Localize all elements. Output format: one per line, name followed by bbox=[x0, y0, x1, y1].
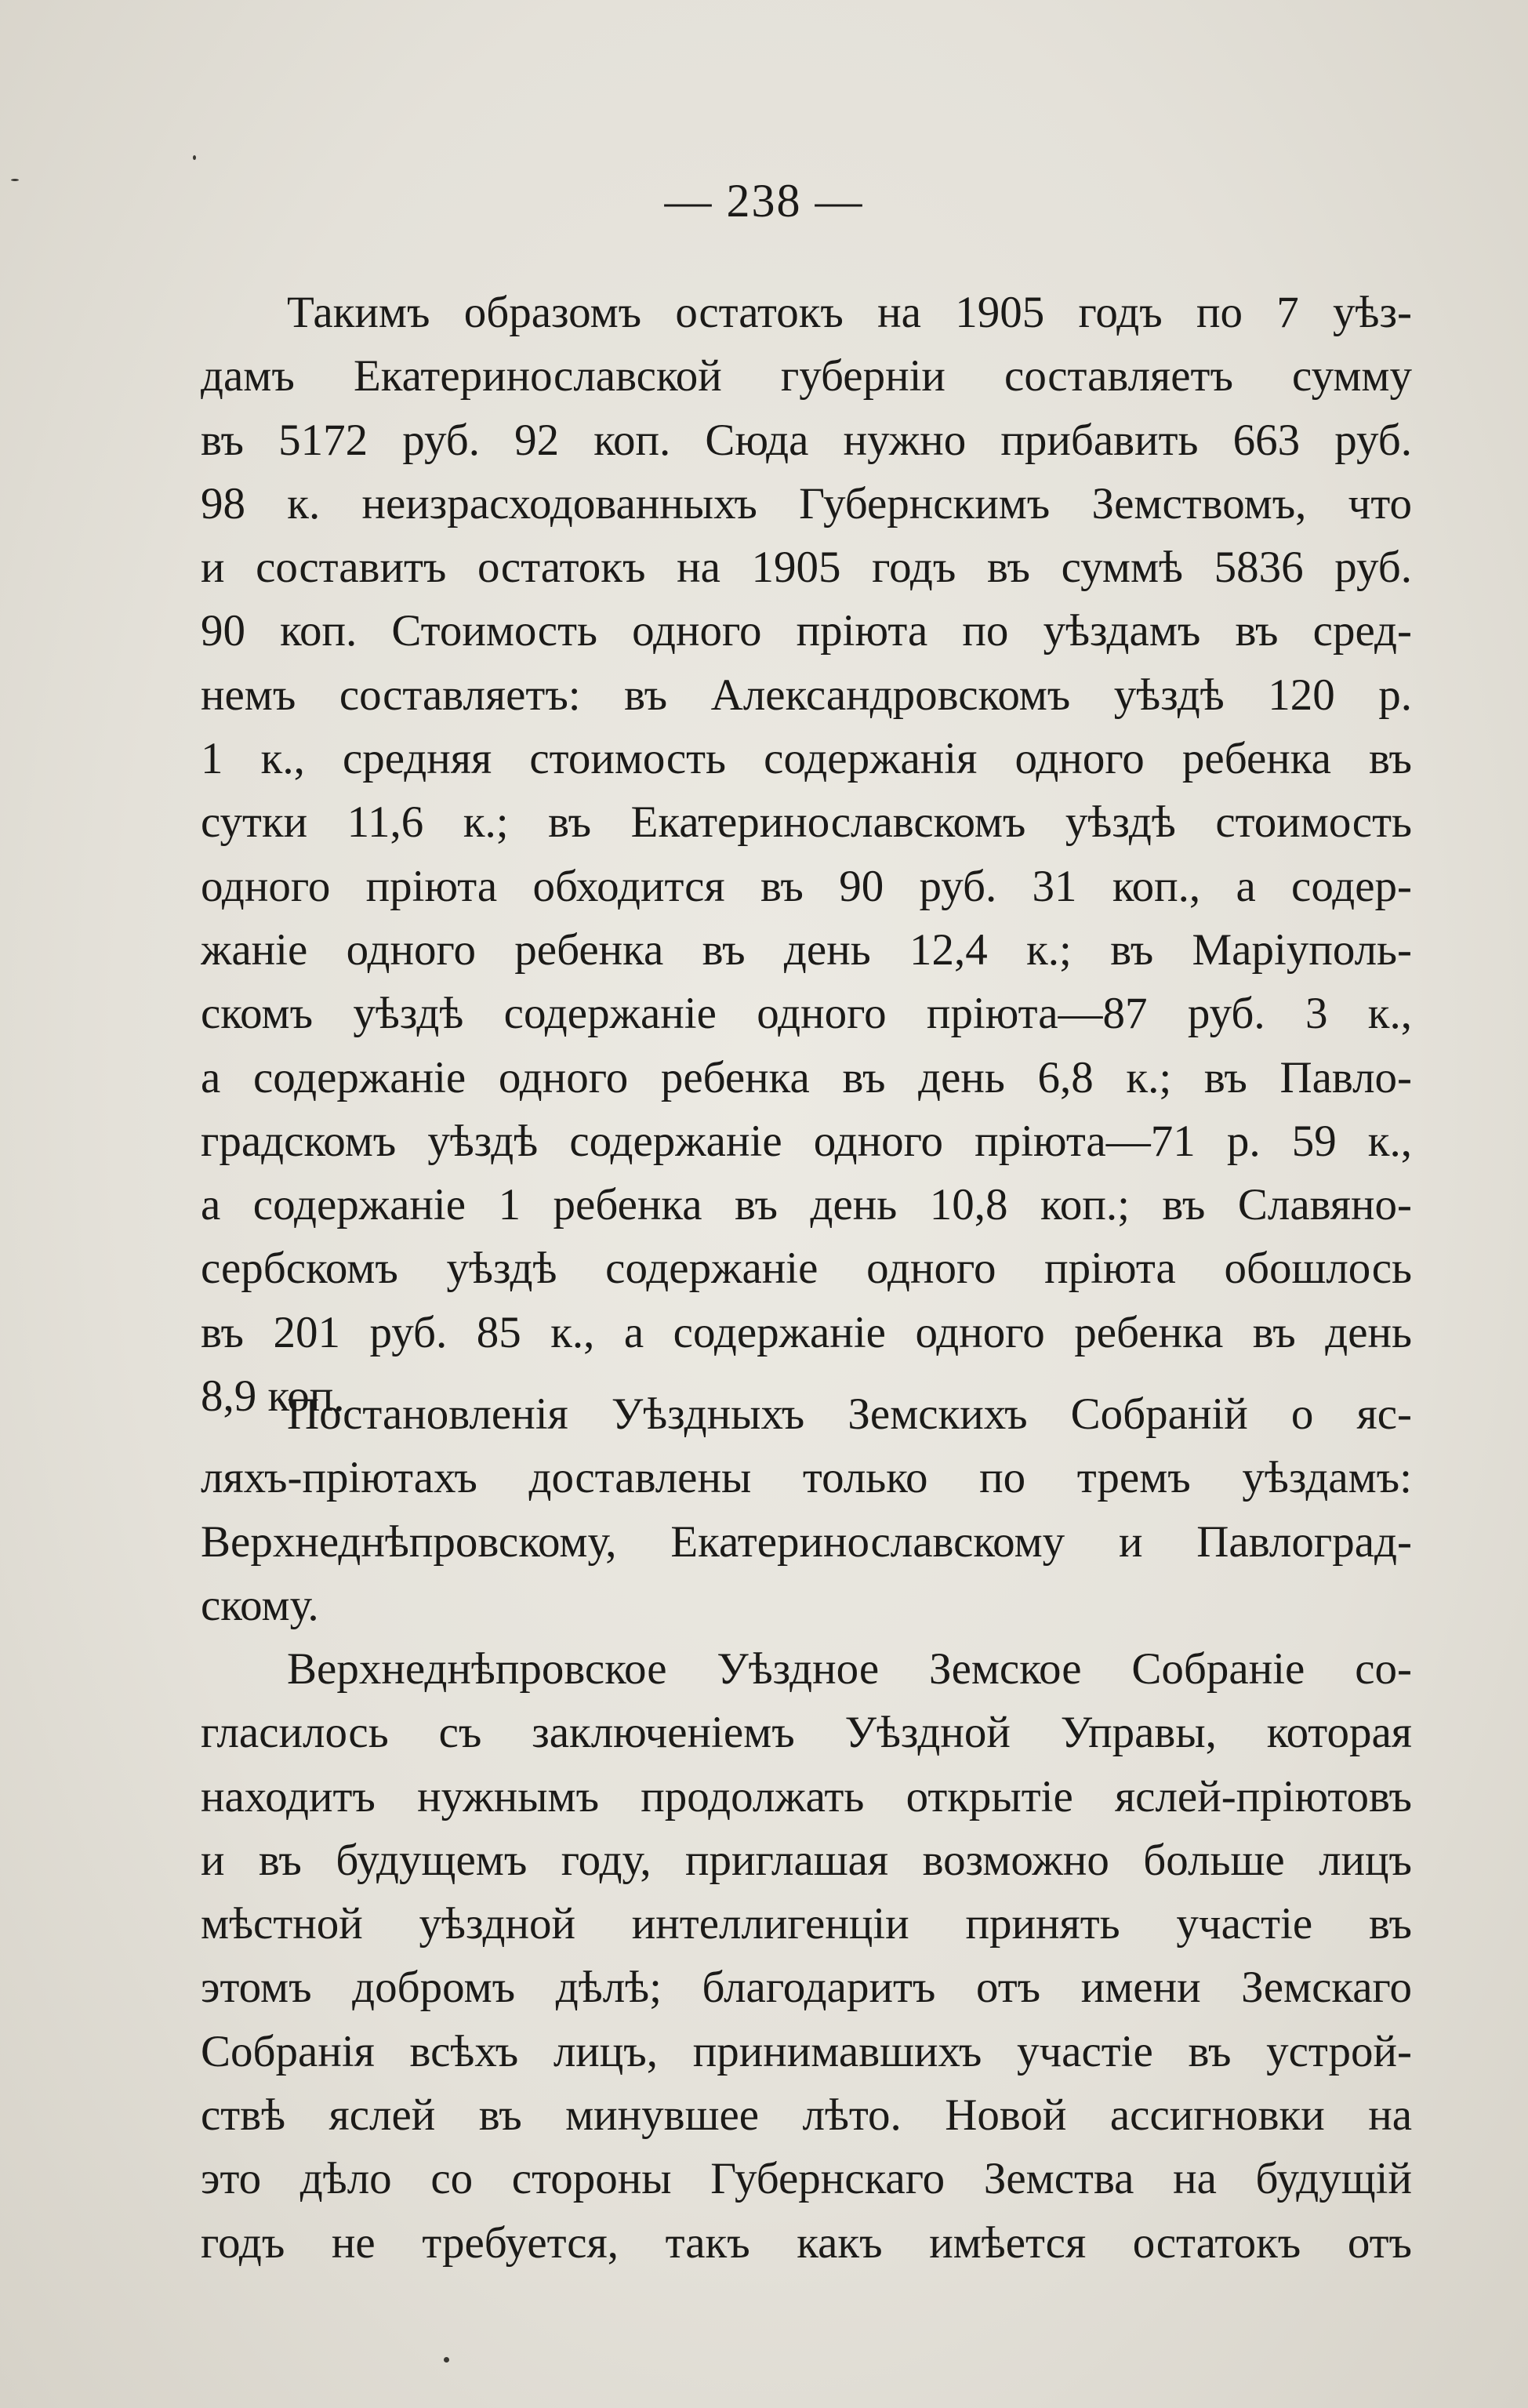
text-line: а содержаніе одного ребенка въ день 6,8 к.; въ Павло- bbox=[201, 1052, 1412, 1102]
text-line: 8,9 коп. bbox=[201, 1371, 345, 1422]
text-line: въ 5172 руб. 92 коп. Сюда нужно прибавить 663 руб. bbox=[201, 415, 1412, 465]
text-line: Такимъ образомъ остатокъ на 1905 годъ по 7 уѣз- bbox=[287, 288, 1412, 337]
text-line: этомъ добромъ дѣлѣ; благодаритъ отъ имени Земскаго bbox=[201, 1963, 1412, 2013]
print-speck bbox=[11, 179, 19, 181]
text-line: ляхъ-пріютахъ доставлены только по тремъ уѣздамъ: bbox=[201, 1453, 1412, 1503]
text-line: годъ не требуется, такъ какъ имѣется остатокъ отъ bbox=[201, 2217, 1412, 2268]
text-line: градскомъ уѣздѣ содержаніе одного пріюта—71 р. 59 к., bbox=[201, 1116, 1412, 1166]
paragraph-2 bbox=[201, 1382, 1412, 1637]
text-line: дамъ Екатеринославской губерніи составляетъ сумму bbox=[201, 351, 1412, 401]
text-line: сутки 11,6 к.; въ Екатеринославскомъ уѣздѣ стоимость bbox=[201, 797, 1412, 848]
paragraph-3 bbox=[201, 1637, 1412, 2275]
print-speck bbox=[444, 2357, 449, 2363]
text-line: жаніе одного ребенка въ день 12,4 к.; въ Маріуполь- bbox=[201, 924, 1412, 975]
text-line: и въ будущемъ году, приглашая возможно больше лицъ bbox=[201, 1835, 1412, 1885]
print-speck bbox=[193, 155, 196, 160]
text-line: одного пріюта обходится въ 90 руб. 31 коп., а содер- bbox=[201, 861, 1412, 911]
text-line: Верхнеднѣпровское Уѣздное Земское Собраніе со- bbox=[287, 1644, 1412, 1694]
text-line: въ 201 руб. 85 к., а содержаніе одного ребенка въ день bbox=[201, 1307, 1412, 1357]
text-line: а содержаніе 1 ребенка въ день 10,8 коп.; въ Славяно- bbox=[201, 1180, 1412, 1230]
paragraph-1 bbox=[201, 281, 1412, 1428]
text-line: Верхнеднѣпровскому, Екатеринославскому и Павлоград- bbox=[201, 1516, 1412, 1567]
text-line: 98 к. неизрасходованныхъ Губернскимъ Земствомъ, что bbox=[201, 478, 1412, 528]
text-line: ствѣ яслей въ минувшее лѣто. Новой ассигновки на bbox=[201, 2090, 1412, 2141]
text-line: 90 коп. Стоимость одного пріюта по уѣздамъ въ сред- bbox=[201, 606, 1412, 656]
text-line: сербскомъ уѣздѣ содержаніе одного пріюта обошлось bbox=[201, 1244, 1412, 1294]
text-line: и составитъ остатокъ на 1905 годъ въ суммѣ 5836 руб. bbox=[201, 543, 1412, 593]
text-line: мѣстной уѣздной интеллигенціи принять участіе въ bbox=[201, 1899, 1412, 1949]
text-line: Собранія всѣхъ лицъ, принимавшихъ участіе въ устрой- bbox=[201, 2026, 1412, 2076]
text-line: это дѣло со стороны Губернскаго Земства на будущій bbox=[201, 2154, 1412, 2204]
page-number: — 238 — bbox=[664, 175, 864, 227]
text-line: скому. bbox=[201, 1580, 319, 1630]
text-line: Постановленія Уѣздныхъ Земскихъ Собраній о яс- bbox=[287, 1389, 1412, 1439]
text-line: немъ составляетъ: въ Александровскомъ уѣздѣ 120 р. bbox=[201, 670, 1412, 720]
text-line: гласилось съ заключеніемъ Уѣздной Управы, которая bbox=[201, 1708, 1412, 1758]
text-line: скомъ уѣздѣ содержаніе одного пріюта—87 руб. 3 к., bbox=[201, 989, 1412, 1039]
text-line: находитъ нужнымъ продолжать открытіе яслей-пріютовъ bbox=[201, 1771, 1412, 1821]
text-line: 1 к., средняя стоимость содержанія одного ребенка въ bbox=[201, 734, 1412, 784]
